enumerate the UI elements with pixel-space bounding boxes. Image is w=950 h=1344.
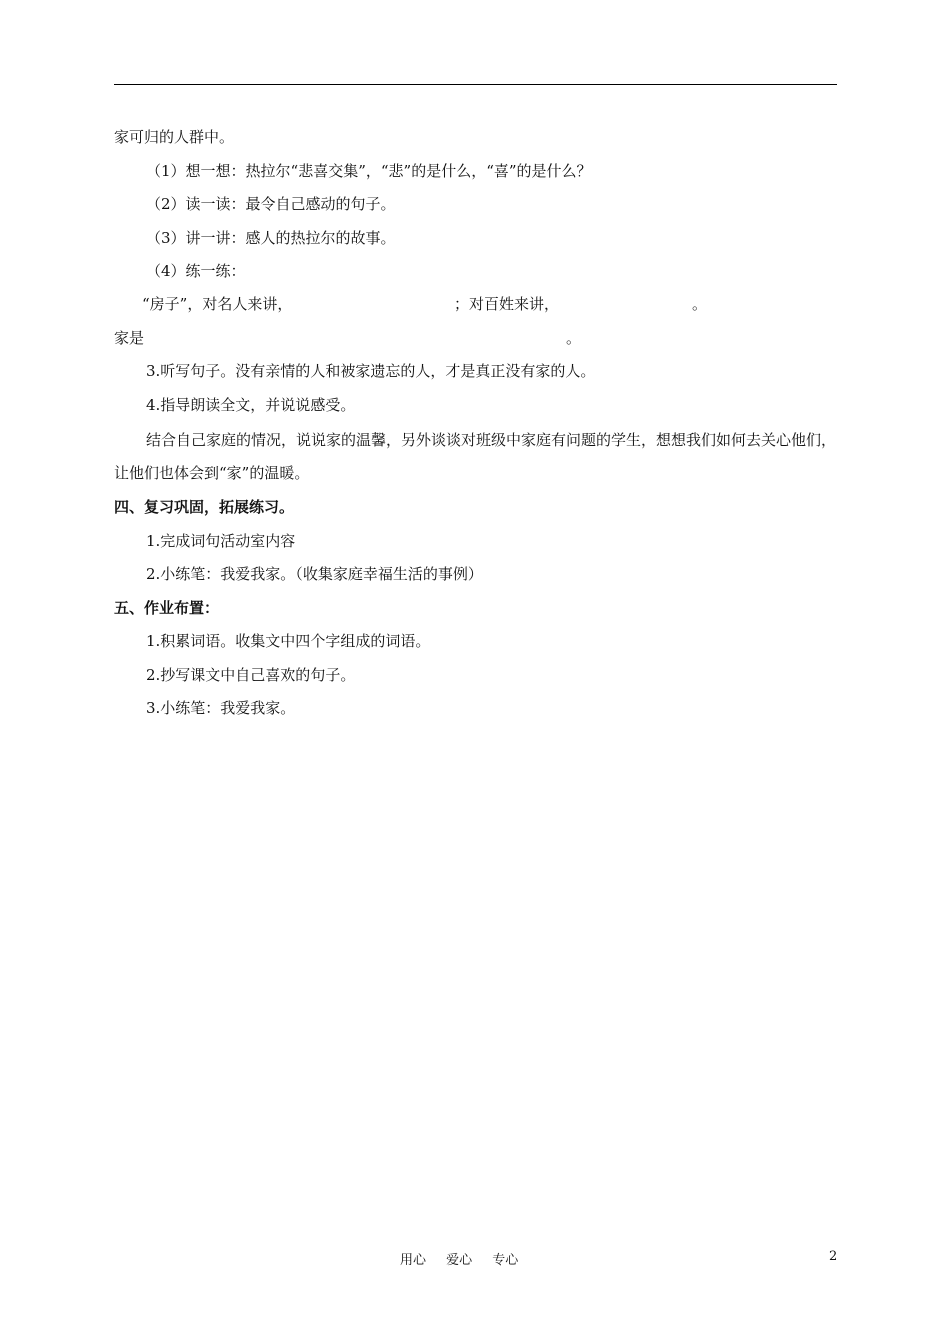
text-line: 家可归的人群中。 bbox=[114, 128, 235, 146]
section-heading-review: 四、复习巩固，拓展练习。 bbox=[114, 498, 295, 516]
homework-item-2: 2.抄写课文中自己喜欢的句子。 bbox=[146, 666, 356, 684]
page-number: 2 bbox=[829, 1249, 838, 1264]
fill-blank-home-end: 。 bbox=[566, 329, 582, 347]
fill-blank-house-celebrity: “房子”，对名人来讲， bbox=[142, 295, 293, 313]
dictation-line: 3.听写句子。没有亲情的人和被家遗忘的人，才是真正没有家的人。 bbox=[146, 362, 596, 380]
homework-item-1: 1.积累词语。收集文中四个字组成的词语。 bbox=[146, 632, 431, 650]
reading-line: 4.指导朗读全文，并说说感受。 bbox=[146, 396, 356, 414]
fill-blank-home: 家是 bbox=[114, 329, 145, 347]
section-heading-homework: 五、作业布置： bbox=[114, 599, 220, 617]
fill-blank-house-common: ；对百姓来讲， bbox=[454, 295, 560, 313]
homework-item-3: 3.小练笔：我爱我家。 bbox=[146, 699, 296, 717]
question-read: （2）读一读：最令自己感动的句子。 bbox=[146, 195, 396, 213]
question-tell: （3）讲一讲：感人的热拉尔的故事。 bbox=[146, 229, 396, 247]
question-practice: （4）练一练： bbox=[146, 262, 246, 280]
fill-blank-end: 。 bbox=[692, 295, 708, 313]
discussion-paragraph: 结合自己家庭的情况，说说家的温馨，另外谈谈对班级中家庭有问题的学生，想想我们如何去关心他们，让他们也体会到“家”的温暖。 bbox=[114, 431, 837, 482]
question-think: （1）想一想：热拉尔“悲喜交集”，“悲”的是什么，“喜”的是什么？ bbox=[146, 162, 592, 180]
header-rule bbox=[114, 84, 837, 85]
footer-motto: 用心 爱心 专心 bbox=[400, 1253, 519, 1268]
review-item-2: 2.小练笔：我爱我家。（收集家庭幸福生活的事例） bbox=[146, 565, 483, 583]
review-item-1: 1.完成词句活动室内容 bbox=[146, 532, 296, 550]
